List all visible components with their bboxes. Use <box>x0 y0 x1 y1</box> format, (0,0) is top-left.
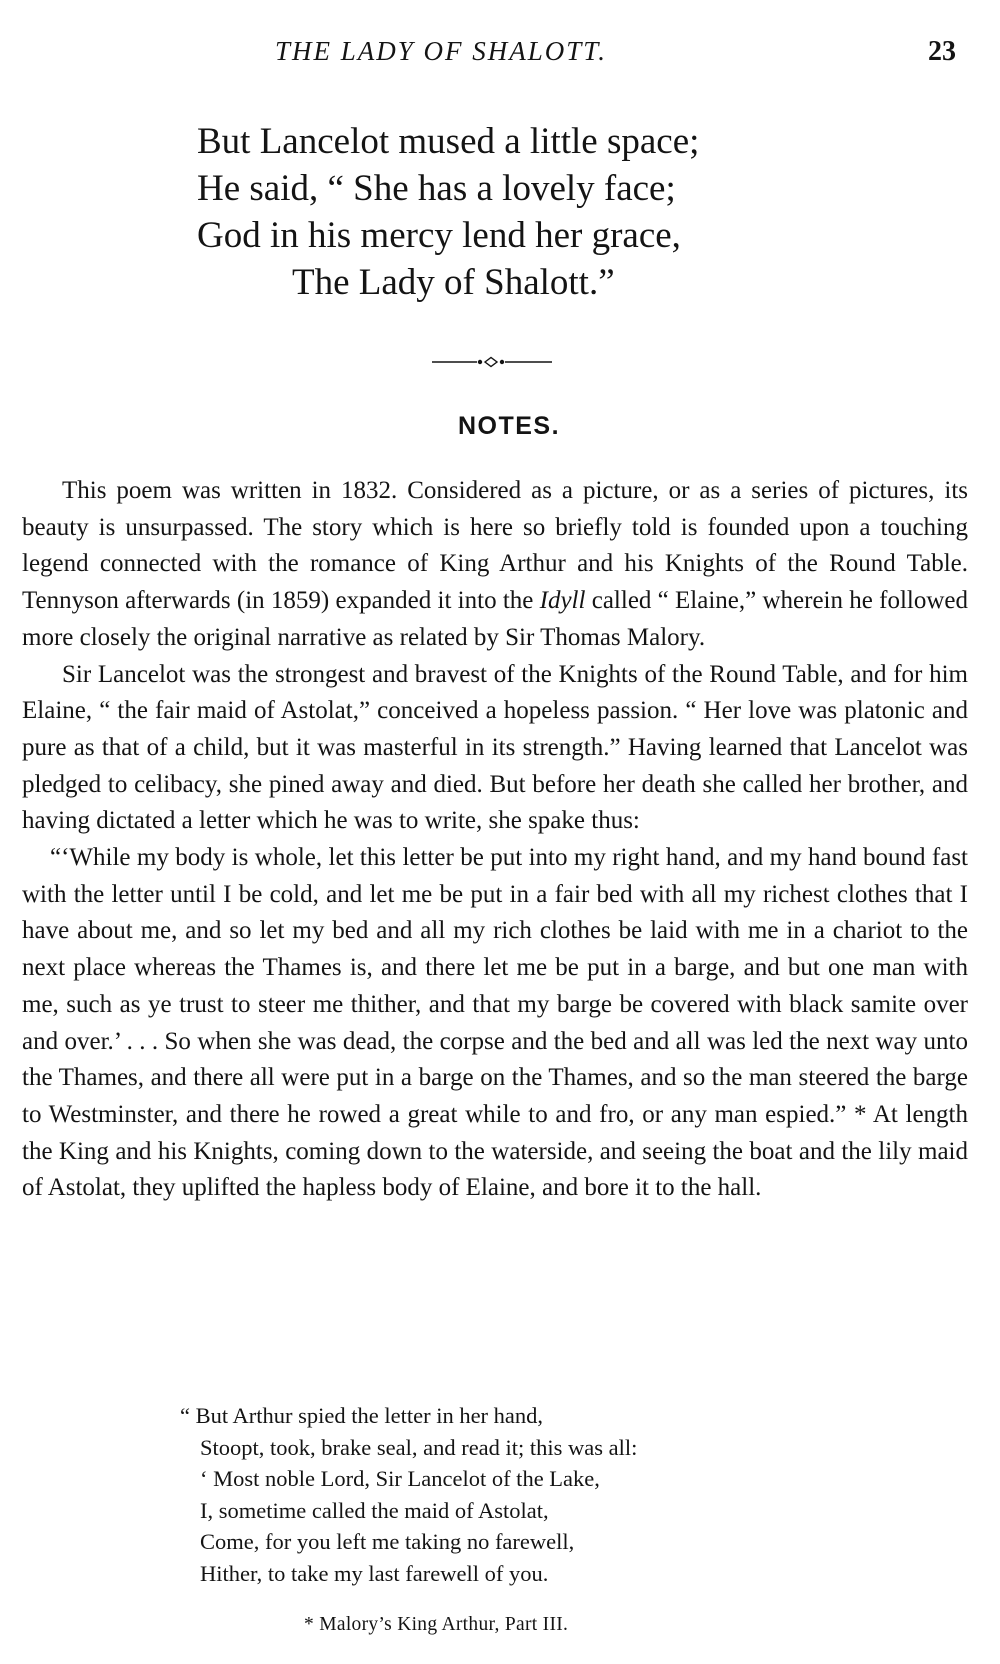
notes-paragraph <box>22 473 968 657</box>
poem-stanza <box>197 118 699 306</box>
notes-heading: NOTES. <box>457 412 561 440</box>
notes-text: This poem was written in 1832. Considered as a picture, or as a series of pictures, its beauty is unsurpassed. The story which is here so briefly told is founded upon a touching legend connected with the romance of King Arthur and his Knights of the Round Table. Tennyson afterwards (in 1859) expanded it into the <box>22 477 968 615</box>
page-number: 23 <box>928 36 956 67</box>
notes-paragraph-quote: “‘While my body is whole, let this letter be put into my right hand, and my hand bound fast with the letter until I be cold, and let me be put in a fair bed with all my richest clothes that I have about me, and so let my bed and all my rich clothes be laid with me in a chariot to the next place whereas the Thames is, and there let me be put in a barge, and but one man with me, such as ye trust to steer me thither, and that my barge be covered with black samite over and over.’ . . . So when she was dead, the corpse and the bed and all was led the next way unto the Thames, and there all were put in a barge on the Thames, and so the man steered the barge to Westminster, and there he rowed a great while to and fro, or any man espied.” * At length the King and his Knights, coming down to the waterside, and seeing the boat and the lily maid of Astolat, they uplifted the hapless body of Elaine, and bore it to the hall. <box>22 844 968 1202</box>
verse-line: “ But Arthur spied the letter in her hand, <box>180 1403 544 1428</box>
running-title: THE LADY OF SHALOTT. <box>275 36 608 66</box>
idyll-italic: Idyll <box>539 587 586 615</box>
stanza-line: He said, “ She has a lovely face; <box>197 168 676 209</box>
stanza-line: God in his mercy lend her grace, <box>197 215 681 256</box>
notes-text: called “ Elaine,” wherein he followed more closely the original narrative as related by Sir Thomas Malory. <box>22 587 968 651</box>
verse-line: ‘ Most noble Lord, Sir Lancelot of the Lake, <box>200 1466 600 1492</box>
notes-paragraph: Sir Lancelot was the strongest and bravest of the Knights of the Round Table, and for him Elaine, “ the fair maid of Astolat,” conceived a hopeless passion. “ Her love was platonic and pure as that of a child, but it was masterful in its strength.” Having learned that Lancelot was pledged to celibacy, she pined away and died. But before her death she called her brother, and having dictated a letter which he was to write, she spake thus: <box>22 660 968 835</box>
verse-line: I, sometime called the maid of Astolat, <box>200 1497 549 1523</box>
footnote: * Malory’s King Arthur, Part III. <box>304 1614 569 1635</box>
notes-body <box>22 473 968 1207</box>
verse-line: Come, for you left me taking no farewell, <box>200 1529 575 1555</box>
ornamental-divider <box>432 356 552 368</box>
verse-line: Stoopt, took, brake seal, and read it; this was all: <box>200 1434 638 1460</box>
stanza-line: But Lancelot mused a little space; <box>197 121 700 162</box>
stanza-line-refrain: The Lady of Shalott.” <box>292 262 615 303</box>
running-header <box>0 36 1000 76</box>
quoted-verse <box>180 1400 637 1590</box>
verse-line: Hither, to take my last farewell of you. <box>200 1560 549 1586</box>
